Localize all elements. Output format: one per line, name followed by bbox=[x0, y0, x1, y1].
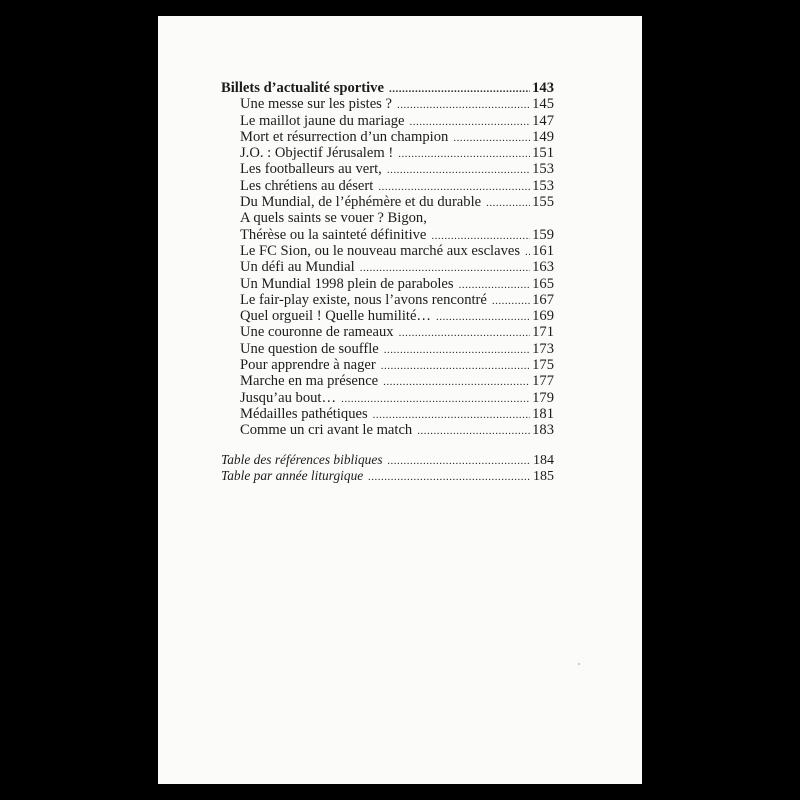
dot-leader bbox=[381, 358, 530, 374]
toc-entry bbox=[221, 357, 554, 373]
book-page bbox=[158, 16, 642, 784]
toc-table-entry bbox=[221, 452, 554, 468]
toc-entry bbox=[221, 406, 554, 422]
spacer bbox=[221, 439, 554, 452]
dot-leader bbox=[360, 260, 530, 276]
entry-title: Le fair-play existe, nous l’avons rencontré bbox=[240, 291, 487, 308]
entry-page: 183 bbox=[532, 422, 554, 439]
toc-entry bbox=[221, 276, 554, 292]
toc-table-entry bbox=[221, 468, 554, 484]
dot-leader bbox=[368, 469, 531, 485]
section-page: 143 bbox=[532, 80, 554, 96]
dot-leader bbox=[459, 277, 531, 293]
entry-page: 171 bbox=[532, 324, 554, 341]
toc-entry bbox=[221, 194, 554, 210]
dot-leader bbox=[398, 146, 530, 162]
dot-leader bbox=[373, 407, 530, 423]
entry-title: Une couronne de rameaux bbox=[240, 324, 394, 341]
dot-leader bbox=[388, 453, 531, 469]
toc-entry bbox=[221, 178, 554, 194]
entry-title: Marche en ma présence bbox=[240, 373, 379, 390]
entry-title: Mort et résurrection d’un champion bbox=[240, 128, 449, 145]
toc-entry bbox=[221, 161, 554, 177]
entry-page: 177 bbox=[532, 373, 554, 390]
entry-title: Le FC Sion, ou le nouveau marché aux esclaves bbox=[240, 242, 521, 259]
table-title: Table des références bibliques bbox=[221, 451, 383, 467]
toc-entry bbox=[221, 227, 554, 243]
dot-leader bbox=[436, 309, 530, 325]
entry-page: 167 bbox=[532, 291, 554, 308]
entry-page: 151 bbox=[532, 145, 554, 162]
toc-entry bbox=[221, 259, 554, 275]
toc-entry bbox=[221, 308, 554, 324]
entry-title: Thérèse ou la sainteté définitive bbox=[240, 226, 427, 243]
entry-page: 179 bbox=[532, 389, 554, 406]
entry-title: Une question de souffle bbox=[240, 340, 379, 357]
table-of-contents bbox=[221, 80, 554, 484]
entry-page: 159 bbox=[532, 226, 554, 243]
entry-title: Quel orgueil ! Quelle humilité… bbox=[240, 308, 432, 325]
entry-page: 175 bbox=[532, 357, 554, 374]
entry-title: Les footballeurs au vert, bbox=[240, 161, 382, 178]
toc-entry bbox=[221, 113, 554, 129]
toc-entry bbox=[221, 243, 554, 259]
dot-leader bbox=[397, 97, 530, 113]
entry-title: J.O. : Objectif Jérusalem ! bbox=[240, 145, 394, 162]
toc-entry bbox=[221, 373, 554, 389]
dot-leader bbox=[378, 179, 530, 195]
table-page: 184 bbox=[533, 452, 554, 468]
entry-title: Comme un cri avant le match bbox=[240, 422, 413, 439]
entry-page: 149 bbox=[532, 128, 554, 145]
toc-entry bbox=[221, 129, 554, 145]
dot-leader bbox=[486, 195, 530, 211]
entry-title: Médailles pathétiques bbox=[240, 405, 368, 422]
toc-entry bbox=[221, 292, 554, 308]
dot-leader bbox=[453, 130, 530, 146]
toc-entry bbox=[221, 324, 554, 340]
toc-entry bbox=[221, 341, 554, 357]
entry-title: Jusqu’au bout… bbox=[240, 389, 337, 406]
entry-page: 165 bbox=[532, 275, 554, 292]
dot-leader bbox=[492, 293, 530, 309]
table-title: Table par année liturgique bbox=[221, 467, 364, 483]
toc-entry bbox=[221, 96, 554, 112]
dot-leader bbox=[410, 114, 531, 130]
dot-leader bbox=[417, 423, 530, 439]
entry-title: Du Mundial, de l’éphémère et du durable bbox=[240, 194, 482, 211]
entry-title: Une messe sur les pistes ? bbox=[240, 96, 392, 113]
dot-leader bbox=[525, 244, 530, 260]
entry-title: Un Mundial 1998 plein de paraboles bbox=[240, 275, 454, 292]
entry-page: 173 bbox=[532, 340, 554, 357]
paper-speck bbox=[578, 663, 580, 665]
table-page: 185 bbox=[533, 468, 554, 484]
entry-title: Pour apprendre à nager bbox=[240, 357, 376, 374]
entry-title: Un défi au Mundial bbox=[240, 259, 355, 276]
dot-leader bbox=[387, 162, 530, 178]
entry-page: 181 bbox=[532, 405, 554, 422]
entry-page: 145 bbox=[532, 96, 554, 113]
dot-leader bbox=[389, 81, 530, 97]
section-title: Billets d’actualité sportive bbox=[221, 80, 384, 96]
entry-page: 147 bbox=[532, 112, 554, 129]
entry-title: Les chrétiens au désert bbox=[240, 177, 374, 194]
toc-section-heading bbox=[221, 80, 554, 96]
entry-page: 153 bbox=[532, 161, 554, 178]
toc-entry-wrapped-line bbox=[221, 210, 554, 226]
entry-title: Le maillot jaune du mariage bbox=[240, 112, 405, 129]
toc-entry bbox=[221, 390, 554, 406]
entry-page: 161 bbox=[532, 242, 554, 259]
toc-entry bbox=[221, 145, 554, 161]
dot-leader bbox=[383, 374, 530, 390]
entry-title: A quels saints se vouer ? Bigon, bbox=[240, 210, 427, 227]
entry-page: 155 bbox=[532, 194, 554, 211]
dot-leader bbox=[431, 228, 530, 244]
entry-page: 163 bbox=[532, 259, 554, 276]
dot-leader bbox=[399, 325, 531, 341]
dot-leader bbox=[341, 391, 530, 407]
entry-page: 169 bbox=[532, 308, 554, 325]
toc-entry bbox=[221, 422, 554, 438]
entry-page: 153 bbox=[532, 177, 554, 194]
dot-leader bbox=[384, 342, 530, 358]
